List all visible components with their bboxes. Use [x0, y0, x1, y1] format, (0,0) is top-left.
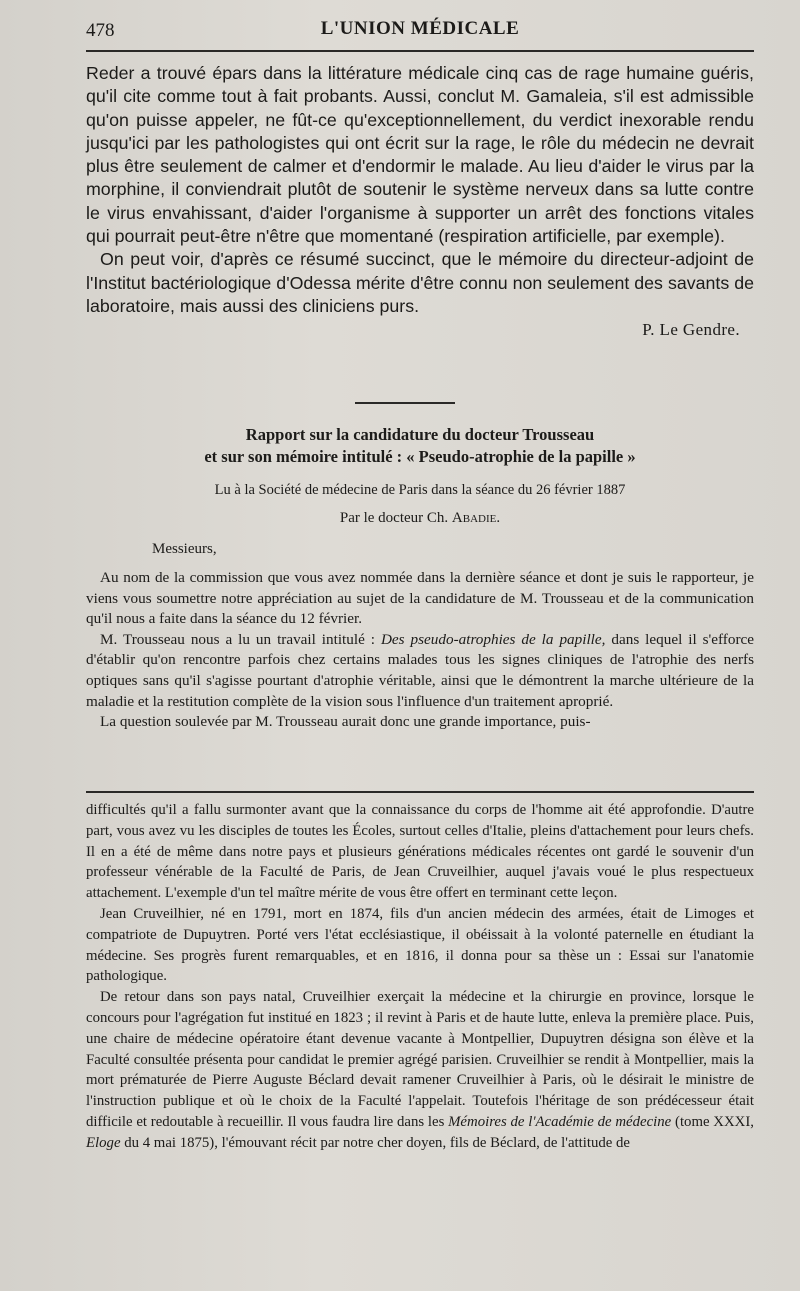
- journal-title: L'UNION MÉDICALE: [320, 18, 520, 39]
- page-header: [86, 14, 754, 48]
- report-paragraph-2: [86, 630, 754, 712]
- eloge-title: Eloge: [86, 1134, 121, 1151]
- author-name: Abadie.: [451, 510, 501, 526]
- salutation: Messieurs,: [152, 541, 217, 557]
- report-paragraph-2-end: dans lequel il s'efforce d'établir qu'on rencontre parfois chez certains malades tous les signes cliniques de l'atrophie des nerfs optiques sans qu'il s'agisse pourtant d'atrophie véritable, ainsi que le démontrent la marche ultérieure de la maladie et la restitution complète de la vision sous l'influence d'un traitement aproprié.: [86, 630, 754, 710]
- memoires-title: Mémoires de l'Académie de médecine: [448, 1113, 672, 1130]
- report-title: [86, 424, 754, 468]
- header-rule: [86, 50, 754, 52]
- top-article-end: [86, 62, 754, 340]
- feuilleton-paragraph-2: Jean Cruveilhier, né en 1791, mort en 1874, fils d'un ancien médecin des armées, était de Limoges et compatriote de Dupuytren. Porté vers l'état ecclésiastique, il obéissait à la volonté paternelle en étudiant la médecine. Ses progrès furent remarquables, et en 1816, il donna pour sa thèse un : Essai sur l'anatomie pathologique.: [86, 905, 754, 985]
- signature: P. Le Gendre.: [642, 320, 740, 340]
- report-title-line-1: Rapport sur la candidature du docteur Trousseau: [245, 425, 595, 444]
- page-number: 478: [86, 20, 115, 41]
- feuilleton-text: [86, 800, 754, 1154]
- top-paragraph-2: On peut voir, d'après ce résumé succinct, que le mémoire du directeur-adjoint de l'Institut bactériologique d'Odessa mérite d'être connu non seulement des savants de laboratoire, mais aussi des cliniciens purs.: [86, 249, 754, 316]
- section-separator-short: [355, 402, 455, 404]
- feuilleton-paragraph-3-start: De retour dans son pays natal, Cruveilhier exerçait la médecine et la chirurgie en province, lorsque le concours pour l'agrégation fut institué en 1823 ; il revint à Paris et de haute lutte, enleva la première place. Puis, une chaire de médecine opératoire étant devenue vacante à Montpellier, Dupuytren désigna son élève et la Faculté consultée présenta pour candidat le premier agrégé parisien. Cruveilhier se rendit à Montpellier, mais la mort prématurée de Pierre Auguste Béclard devait ramener Cruveilhier à Paris, où le désirait le ministre de l'instruction publique et où le choix de la Faculté l'appelait. Toutefois l'héritage de son prédécesseur était difficile et redoutable à recueillir. Il vous faudra lire dans les: [86, 989, 754, 1130]
- author-prefix: Par le docteur Ch.: [339, 510, 452, 526]
- top-paragraph-1: Reder a trouvé épars dans la littérature médicale cinq cas de rage humaine guéris, qu'il cite comme tout à fait probants. Aussi, conclut M. Gamaleia, s'il est admissible qu'on puisse appeler, ne fût-ce qu'exceptionnellement, du verdict inexorable rendu jusqu'ici par les pathologistes qui ont écrit sur la rage, le rôle du médecin ne devrait plus être seulement de calmer et d'endormir le malade. Au lieu d'aider le virus par la morphine, il conviendrait plutôt de soutenir le système nerveux dans sa lutte contre le virus envahissant, d'aider l'organisme à supporter un arrêt des fonctions vitales qui pourrait peut-être n'être que momentané (respiration artificielle, par exemple).: [86, 63, 754, 247]
- feuilleton-separator: [86, 791, 754, 793]
- report-title-line-2: et sur son mémoire intitulé : « Pseudo-atrophie de la papille »: [204, 447, 636, 466]
- feuilleton-paragraph-1: difficultés qu'il a fallu surmonter avant que la connaissance du corps de l'homme ait été approfondie. D'autre part, vous avez vu les disciples de toutes les Écoles, surtout celles d'Italie, pleins d'attachement pour leurs chefs. Il en a été de même dans notre pays et plusieurs générations médicales récentes ont gardé le souvenir d'un professeur vénérable de la Faculté de Paris, de Jean Cruveilhier, auquel j'avais voué le plus respectueux attachement. L'exemple d'un tel maître mérite de vous être offert en terminant cette leçon.: [86, 802, 754, 902]
- feuilleton-paragraph-3-mid: (tome XXXI,: [671, 1113, 754, 1130]
- report-paragraph-3: La question soulevée par M. Trousseau aurait donc une grande importance, puis-: [100, 713, 591, 731]
- report-author: [86, 510, 754, 527]
- feuilleton-paragraph-3: [86, 987, 754, 1153]
- report-paragraph-1: Au nom de la commission que vous avez nommée dans la dernière séance et dont je suis le rapporteur, je viens vous soumettre notre appréciation au sujet de la candidature de M. Trousseau et de la communication qu'il nous a faite dans la séance du 12 février.: [86, 569, 754, 628]
- memoir-title: Des pseudo-atrophies de la papille,: [380, 630, 606, 648]
- read-at-society-line: Lu à la Société de médecine de Paris dans la séance du 26 février 1887: [214, 482, 626, 498]
- report-body: [86, 568, 754, 733]
- report-paragraph-2-start: M. Trousseau nous a lu un travail intitulé :: [100, 630, 381, 648]
- feuilleton-paragraph-3-end: du 4 mai 1875), l'émouvant récit par notre cher doyen, fils de Béclard, de l'attitude de: [120, 1134, 631, 1151]
